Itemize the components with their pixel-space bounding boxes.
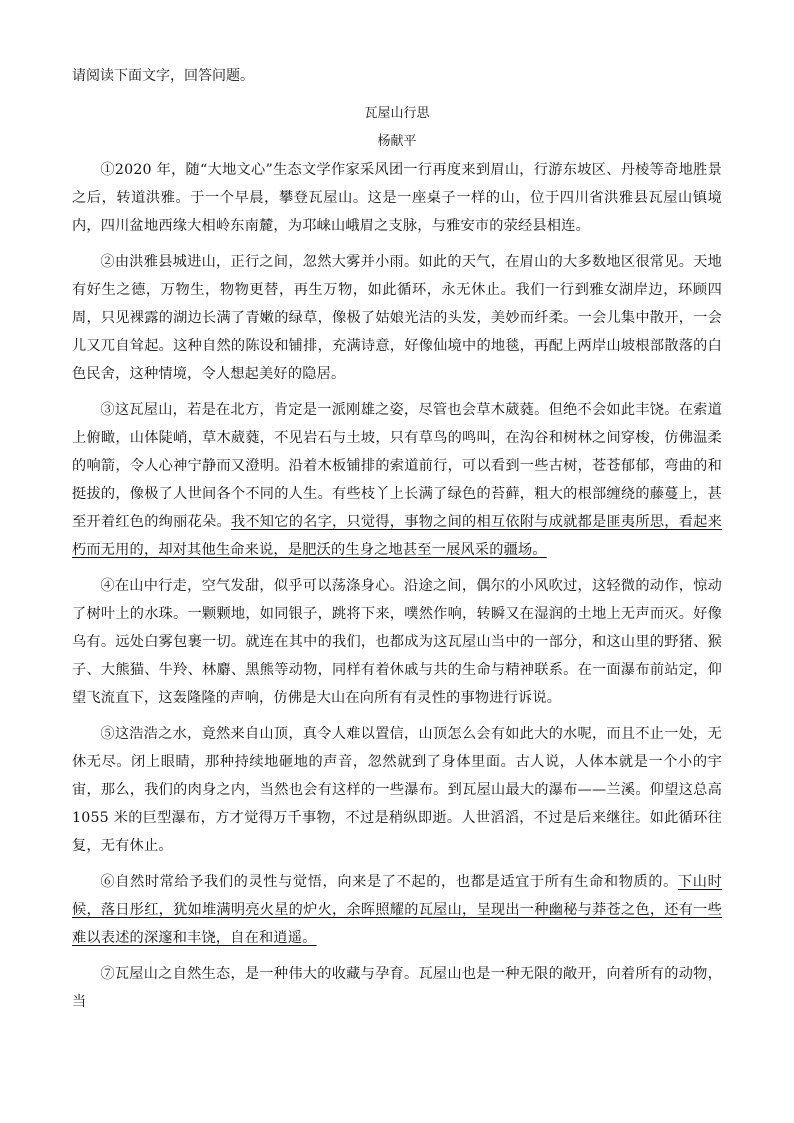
paragraph-text: ③这瓦屋山，若是在北方，肯定是一派刚雄之姿，尽管也会草木葳蕤。但绝不会如此丰饶。在索道上俯瞰，山体陡峭，草木葳蕤，不见岩石与土坡，只有草鸟的鸣叫，在沟谷和树林之间穿梭，仿佛温柔的响箭，令人心神宁静而又澄明。沿着木板铺排的索道前行，可以看到一些古树，苍苍郁郁，弯曲的和挺拔的，像极了人世间各个不同的人生。有些枝丫上长满了绿色的苔藓，粗大的根部缠绕的藤蔓上，甚至开着红色的绚丽花朵。	[72, 402, 722, 530]
paragraph-2	[72, 248, 722, 388]
paragraph-4	[72, 572, 722, 712]
paragraph-7	[72, 960, 722, 1016]
paragraph-text: ⑥自然时常给予我们的灵性与觉悟，向来是了不起的，也都是适宜于所有生命和物质的。	[100, 874, 678, 890]
essay-author: 杨献平	[377, 134, 417, 149]
paragraph-3	[72, 396, 722, 564]
paragraph-5	[72, 720, 722, 860]
essay-body	[72, 156, 722, 1024]
question-instruction: 请阅读下面文字，回答问题。	[72, 68, 254, 84]
essay-title: 瓦屋山行思	[364, 106, 430, 121]
paragraph-text: ④在山中行走，空气发甜，似乎可以荡涤身心。沿途之间，偶尔的小风吹过，这轻微的动作，惊动了树叶上的水珠。一颗颗地，如同银子，跳将下来，噗然作响，转瞬又在湿润的土地上无声而灭。好像乌有。远处白雾包裹一切。就连在其中的我们，也都成为这瓦屋山当中的一部分，和这山里的野猪、猴子、大熊猫、牛羚、林麝、黑熊等动物，同样有着休戚与共的生命与精神联系。在一面瀑布前站定，仰望飞流直下，这轰隆隆的声响，仿佛是大山在向所有有灵性的事物进行诉说。	[72, 578, 722, 706]
paragraph-text: ②由洪雅县城进山，正行之间，忽然大雾并小雨。如此的天气，在眉山的大多数地区很常见。天地有好生之德，万物生，物物更替，再生万物，如此循环，永无休止。我们一行到雅女湖岸边，环顾四周，只见裸露的湖边长满了青嫩的绿草，像极了姑娘光洁的头发，美妙而纤柔。一会儿集中散开，一会儿又兀自耸起。这种自然的陈设和铺排，充满诗意，好像仙境中的地毯，再配上两岸山坡根部散落的白色民舍，这种情境，令人想起美好的隐居。	[72, 254, 722, 382]
underlined-sentence: 我不知它的名字，只觉得，事物之间的相互依附与成就都是匪夷所思，看起来朽而无用的，却对其他生命来说，是肥沃的生身之地甚至一展风采的疆场。	[72, 514, 722, 558]
paragraph-6	[72, 868, 722, 952]
paragraph-text: ①2020 年，随“大地文心”生态文学作家采风团一行再度来到眉山，行游东坡区、丹棱等奇地胜景之后，转道洪雅。于一个早晨，攀登瓦屋山。这是一座桌子一样的山，位于四川省洪雅县瓦屋山镇境内，四川盆地西缘大相岭东南麓，为邛崃山峨眉之支脉，与雅安市的荥经县相连。	[72, 162, 722, 234]
paragraph-text: ⑤这浩浩之水，竟然来自山顶，真令人难以置信，山顶怎么会有如此大的水呢，而且不止一处，无休无尽。闭上眼睛，那种持续地砸地的声音，忽然就到了身体里面。古人说，人体本就是一个小的宇宙，那么，我们的肉身之内，当然也会有这样的一些瀑布。到瓦屋山最大的瀑布——兰溪。仰望这总高 1055 米的巨型瀑布，方才觉得万千事物，不过是稍纵即逝。人世滔滔，不过是后来继往。如此循环往复，无有休止。	[72, 726, 722, 854]
paragraph-text: ⑦瓦屋山之自然生态，是一种伟大的收藏与孕育。瓦屋山也是一种无限的敞开，向着所有的动物，当	[72, 966, 722, 1010]
paragraph-1	[72, 156, 722, 240]
underlined-sentence: 下山时候，落日彤红，犹如堆满明亮火星的炉火，余晖照耀的瓦屋山，呈现出一种幽秘与莽苍之色，还有一些难以表述的深邃和丰饶，自在和逍遥。	[72, 874, 722, 946]
